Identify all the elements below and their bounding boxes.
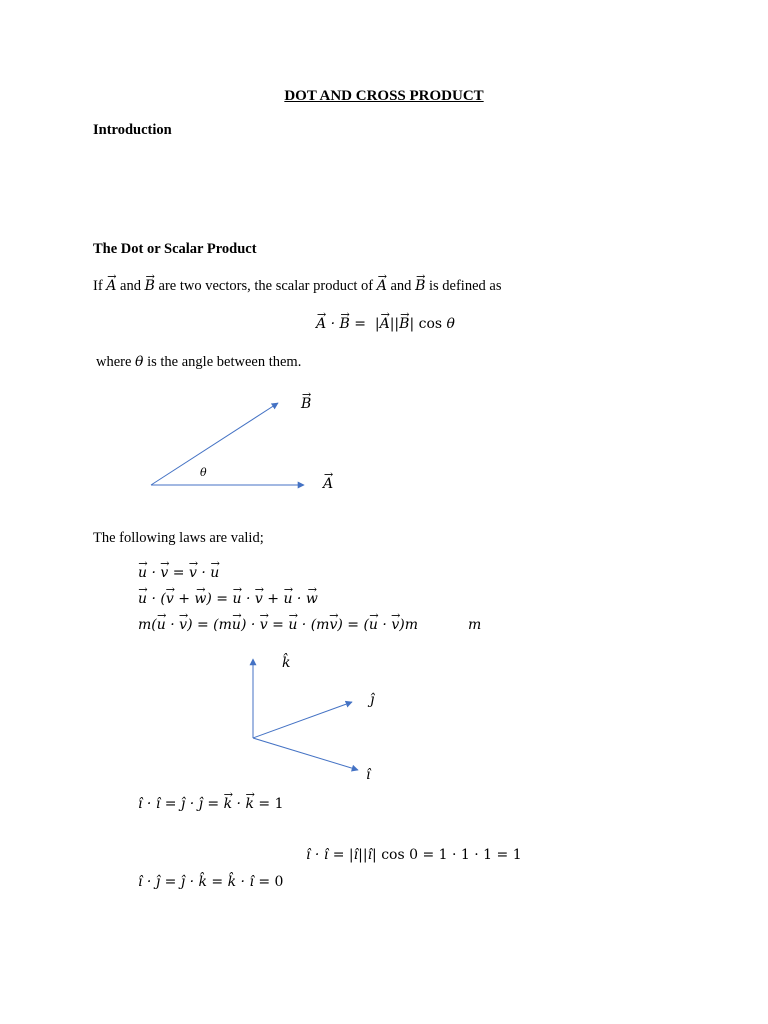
vector-b-arrow: [151, 403, 278, 485]
angle-prefix: where: [96, 354, 132, 370]
laws-intro: The following laws are valid;: [93, 530, 264, 546]
law-note: m: [468, 617, 482, 633]
vector-a-symbol: → A: [106, 278, 116, 294]
introduction-heading: Introduction: [93, 122, 172, 138]
angle-suffix: is the angle between them.: [147, 354, 302, 370]
definition-prefix: If: [93, 278, 103, 294]
page-title: DOT AND CROSS PRODUCT: [284, 88, 484, 104]
definition-and-1: and: [120, 278, 141, 294]
dot-product-heading: The Dot or Scalar Product: [93, 241, 257, 257]
law-distributive: → u · (→ v + → w) = → u · → v + → u · → w: [138, 591, 318, 607]
definition-and-2: and: [390, 278, 412, 294]
unit-orthogonal: ı̂ · ĵ = ĵ · k̂ = k̂ · ı̂ = 0: [138, 874, 284, 890]
law-scalar: m(→ u · → v) = (m→ u) · → v = → u · (m→ v) = (→ u · → v)m: [138, 617, 418, 633]
unit-identity: ı̂ · ı̂ = ĵ · ĵ = → k · → k = 1: [138, 796, 283, 812]
label-i: ı̂: [366, 767, 371, 783]
label-b: → B: [301, 396, 311, 412]
i-axis-arrow: [253, 738, 358, 770]
definition-suffix: is defined as: [428, 278, 502, 294]
label-j: ĵ: [370, 692, 375, 708]
law-commutative: → u · → v = → v · → u: [138, 565, 219, 581]
unit-derivation: ı̂ · ı̂ = |ı̂||ı̂| cos 0 = 1 · 1 · 1 = 1: [306, 847, 522, 863]
vector-a-symbol-2: → A: [377, 278, 387, 294]
label-theta: θ: [200, 466, 207, 479]
vector-b-symbol: → B: [145, 278, 155, 294]
label-a: → A: [323, 476, 333, 492]
label-k: k̂: [282, 655, 291, 671]
vector-b-symbol-2: → B: [415, 278, 425, 294]
scalar-product-formula: → A · → B = |→ A||→ B| cos θ: [316, 316, 455, 332]
definition-middle: are two vectors, the scalar product of: [158, 278, 374, 294]
j-axis-arrow: [253, 702, 352, 738]
theta-symbol: θ: [135, 354, 144, 370]
